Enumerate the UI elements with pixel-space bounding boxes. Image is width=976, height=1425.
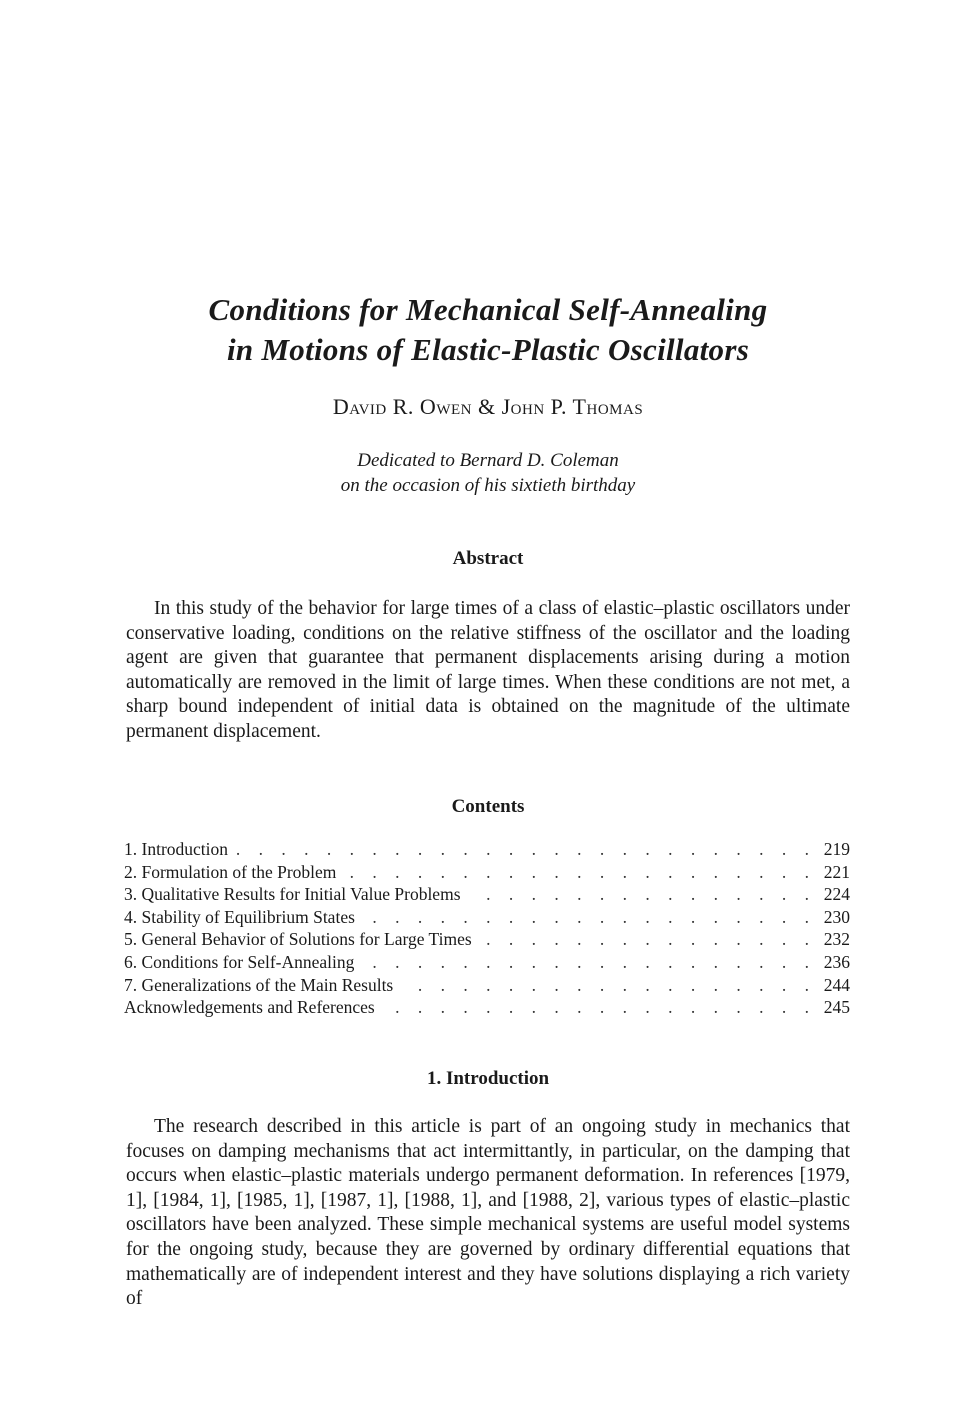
toc-entry-page: 236 <box>823 951 850 972</box>
toc-entry-label: 2. Formulation of the Problem <box>124 861 337 882</box>
toc-entry-label: 5. General Behavior of Solutions for Large Times <box>124 929 472 950</box>
dedication <box>0 448 976 498</box>
abstract-body: In this study of the behavior for large times of a class of elastic–plastic oscillators under conservative loading, conditions on the relative stiffness of the oscillator and the loading agent are given that guarantee that permanent displacements arising during a motion automatically are removed in the limit of large times. When these conditions are not met, a sharp bound independent of initial data is obtained on the magnitude of the ultimate permanent displacement. <box>126 598 850 742</box>
toc-entry-page: 224 <box>823 884 850 905</box>
toc-entry-label: 4. Stability of Equilibrium States <box>124 906 355 927</box>
dedication-line-2: on the occasion of his sixtieth birthday <box>340 475 636 496</box>
toc-leader-dots <box>342 861 816 884</box>
toc-entry <box>124 861 850 884</box>
toc-entry <box>124 974 850 997</box>
toc-entry-label: 7. Generalizations of the Main Results <box>124 974 394 995</box>
toc-entry-label: 1. Introduction <box>124 839 229 859</box>
introduction-heading: 1. Introduction <box>426 1068 550 1089</box>
toc-entry-page: 244 <box>823 974 850 995</box>
abstract-text <box>126 597 850 745</box>
authors <box>0 394 976 420</box>
toc-entry-label: Acknowledgements and References <box>124 997 375 1018</box>
toc-entry-page: 232 <box>823 929 850 950</box>
toc-entry <box>124 996 850 1019</box>
introduction-body: The research described in this article is part of an ongoing study in mechanics that focuses on damping mechanisms that act intermittantly, in particular, on the damping that occurs when elastic–plastic materials undergo permanent deformation. In references [1979, 1], [1984, 1], [1985, 1], [1987, 1], [1988, 1], and [1988, 2], various types of elastic–plastic oscillators have been analyzed. These simple mechanical systems are useful model systems for the ongoing study, because they are governed by ordinary differential equations that mathematically are of independent interest and they have solutions displaying a rich variety of <box>126 1116 850 1310</box>
toc-entry-page: 219 <box>823 839 850 859</box>
toc-leader-dots <box>381 996 816 1019</box>
title-line-1: Conditions for Mechanical Self-Annealing <box>208 292 768 327</box>
abstract-heading: Abstract <box>452 548 524 569</box>
toc-entry <box>124 906 850 929</box>
toc-entry <box>124 838 850 861</box>
toc-leader-dots <box>234 838 816 861</box>
paper-title <box>0 290 976 370</box>
contents-heading: Contents <box>451 796 525 817</box>
author-names: David R. Owen & John P. Thomas <box>332 394 644 419</box>
toc-leader-dots <box>360 951 816 974</box>
toc-entry-label: 6. Conditions for Self-Annealing <box>124 951 355 972</box>
introduction-text <box>126 1115 850 1312</box>
toc-leader-dots <box>467 883 817 906</box>
toc-leader-dots <box>478 928 816 951</box>
toc-leader-dots <box>361 906 816 929</box>
toc-entry-page: 245 <box>823 997 850 1018</box>
toc-entry-page: 221 <box>823 861 850 882</box>
toc-entry <box>124 928 850 951</box>
table-of-contents <box>124 838 850 1019</box>
toc-entry-page: 230 <box>823 906 850 927</box>
toc-entry-label: 3. Qualitative Results for Initial Value Problems <box>124 884 461 905</box>
title-line-2: in Motions of Elastic-Plastic Oscillators <box>226 332 750 367</box>
toc-entry <box>124 951 850 974</box>
dedication-line-1: Dedicated to Bernard D. Coleman <box>357 450 619 471</box>
toc-entry <box>124 883 850 906</box>
toc-leader-dots <box>399 974 816 997</box>
